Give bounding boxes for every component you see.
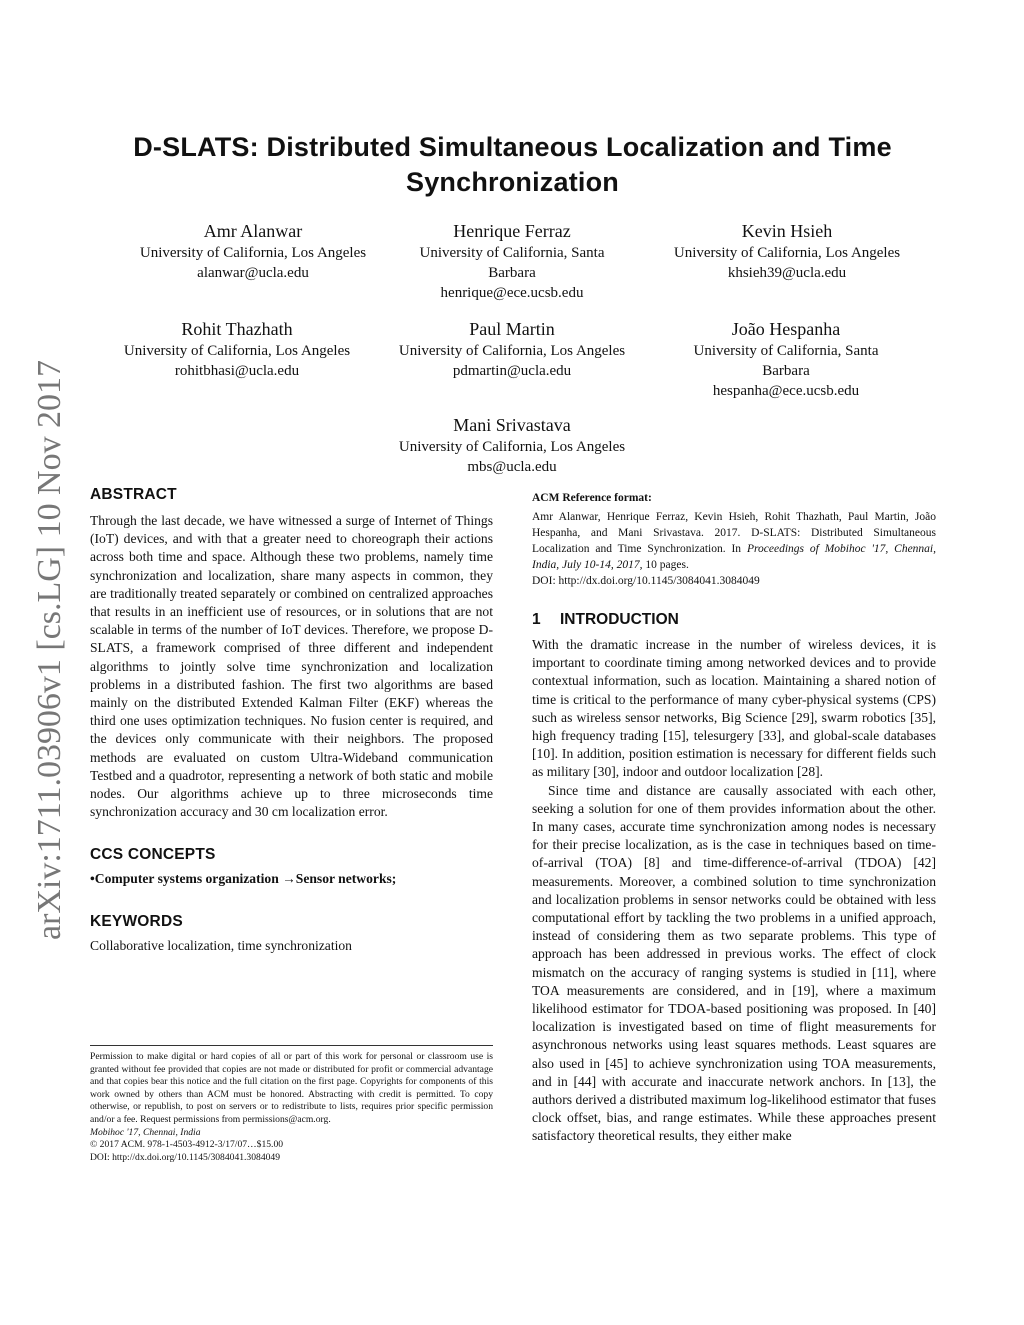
author-email: alanwar@ucla.edu <box>197 265 309 281</box>
author-block <box>118 220 388 283</box>
paper-title <box>90 130 935 200</box>
author-block <box>652 220 922 283</box>
acm-reference-heading: ACM Reference format: <box>532 492 652 504</box>
arxiv-id: arXiv:1711.03906v1 [cs.LG] 10 Nov 2017 <box>31 368 68 940</box>
author-email: hespanha@ece.ucsb.edu <box>712 383 860 399</box>
copyright-text: © 2017 ACM. 978-1-4503-4912-3/17/07…$15.00 <box>90 1139 284 1151</box>
author-email: henrique@ece.ucsb.edu <box>440 285 584 301</box>
keywords-text: Collaborative localization, time synchronization <box>90 938 352 954</box>
author-affiliation: University of California, Santa <box>419 245 605 261</box>
intro-paragraph-2: Since time and distance are causally associated with each other, seeking a solution for one of them provides information about the other. In many cases, accurate time synchronization among nodes is necessary for their precise localization, as is the case in techniques based on time-of-arrival (TOA) [8] and time-difference-of-arrival (TDOA) [42] measurements. Moreover, a combined solution to time synchronization and localization problems in sensor networks could be obtained with less computational effort by tackling the two problems in a unified approach, instead of considering them as two separate problems. This type of approach has been addressed in previous works. The effect of clock mismatch on the accuracy of ranging systems is studied in [11], where TOA measurements are considered, and in [19], where a maximum likelihood estimator for TDOA-based positioning was proposed. In [40] localization is investigated based on time of flight measurements for asynchronous networks using least squares methods. Least squares are also used in [45] to achieve synchronization using TOA measurements, and in [44] with accurate and inaccurate network anchors. In [13], the authors derived a distributed maximum log-likelihood estimator that fuses clock offset, bias, and range estimates. While these approaches present satisfactory theoretical results, they either make <box>532 782 936 1144</box>
author-name: Paul Martin <box>469 319 555 339</box>
author-name: Henrique Ferraz <box>453 221 571 241</box>
acm-reference-proceedings: Proceedings of Mobihoc '17, Chennai, India, July 10-14, 2017, <box>532 543 936 571</box>
acm-reference-main: Amr Alanwar, Henrique Ferraz, Kevin Hsieh, Rohit Thazhath, Paul Martin, João Hespanha, and Mani Srivastava. 2017. D-SLATS: Distributed Simultaneous Localization and Time Synchronization. In <box>532 511 936 555</box>
left-column <box>90 486 493 956</box>
author-email: mbs@ucla.edu <box>467 459 557 475</box>
author-block <box>377 318 647 381</box>
ccs-heading: CCS CONCEPTS <box>90 846 216 864</box>
author-block <box>377 414 647 477</box>
intro-paragraph-1: With the dramatic increase in the number of wireless devices, it is important to coordinate timing among networked devices and to provide contextual information, such as location. Maintaining a shared notion of time is critical to the performance of many cyber-physical systems (CPS) such as wireless sensor networks, Big Science [29], swarm robotics [35], high frequency trading [15], telesurgery [33], and global-scale databases [10]. In addition, position estimation is necessary for different fields such as military [30], indoor and outdoor localization [28]. <box>532 637 936 780</box>
doi-text: DOI: http://dx.doi.org/10.1145/3084041.3084049 <box>90 1151 281 1163</box>
author-email: rohitbhasi@ucla.edu <box>174 363 300 379</box>
author-block <box>377 220 647 303</box>
author-affiliation-cont: Barbara <box>488 265 536 281</box>
acm-reference-doi: DOI: http://dx.doi.org/10.1145/3084041.3084049 <box>532 575 760 587</box>
author-name: Mani Srivastava <box>453 415 571 435</box>
abstract-text: Through the last decade, we have witnessed a surge of Internet of Things (IoT) devices, and with that a greater need to choreograph their actions across both time and space. Although these two problems, namely time synchronization and localization, share many aspects in common, they are traditionally treated separately or combined on centralized approaches that results in an inefficient use of resources, or in solutions that are not scalable in terms of the number of IoT devices. Therefore, we propose D-SLATS, a framework comprised of three different and independent algorithms to jointly solve time synchronization and localization problems in a distributed fashion. The first two algorithms are based mainly on the distributed Extended Kalman Filter (EKF) whereas the third one uses optimization techniques. No fusion center is required, and the devices only communicate with their neighbors. The proposed methods are evaluated on custom Ultra-Wideband communication Testbed and a quadrotor, representing a network of both static and mobile nodes. Our algorithms achieve up to three microseconds time synchronization accuracy and 30 cm localization error. <box>90 513 493 820</box>
section-number: 1 <box>532 611 541 628</box>
acm-reference-pages: 10 pages. <box>642 559 689 571</box>
author-affiliation: University of California, Los Angeles <box>673 245 901 261</box>
footnote-divider <box>90 1045 493 1046</box>
author-block <box>102 318 372 381</box>
author-email: khsieh39@ucla.edu <box>727 265 847 281</box>
introduction-heading <box>532 611 936 629</box>
venue-text: Mobihoc '17, Chennai, India <box>90 1126 201 1138</box>
author-affiliation: University of California, Santa <box>693 343 879 359</box>
permission-footnote <box>90 1045 493 1164</box>
author-affiliation-cont: Barbara <box>762 363 810 379</box>
title-line-2: Synchronization <box>405 167 619 197</box>
author-affiliation: University of California, Los Angeles <box>139 245 367 261</box>
permission-text: Permission to make digital or hard copies of all or part of this work for personal or classroom use is granted without fee provided that copies are not made or distributed for profit or commercial advantage and that copies bear this notice and the full citation on the first page. Copyrights for components of this work owned by others than ACM must be honored. Abstracting with credit is permitted. To copy otherwise, or republish, to post on servers or to redistribute to lists, requires prior specific permission and/or a fee. Request permissions from permissions@acm.org. <box>90 1051 493 1125</box>
author-name: João Hespanha <box>731 319 841 339</box>
author-affiliation: University of California, Los Angeles <box>398 343 626 359</box>
author-affiliation: University of California, Los Angeles <box>123 343 351 359</box>
author-email: pdmartin@ucla.edu <box>452 363 572 379</box>
title-line-1: D-SLATS: Distributed Simultaneous Localization and Time <box>133 132 892 162</box>
section-title: INTRODUCTION <box>560 611 679 628</box>
right-column <box>532 491 936 1146</box>
author-block <box>651 318 921 401</box>
ccs-concept: •Computer systems organization →Sensor networks; <box>90 871 397 887</box>
acm-reference-text <box>532 509 936 573</box>
author-name: Kevin Hsieh <box>741 221 833 241</box>
author-name: Rohit Thazhath <box>181 319 293 339</box>
abstract-heading: ABSTRACT <box>90 486 177 503</box>
arxiv-stamp <box>10 160 70 960</box>
author-name: Amr Alanwar <box>203 221 303 241</box>
keywords-heading: KEYWORDS <box>90 913 183 931</box>
author-affiliation: University of California, Los Angeles <box>398 439 626 455</box>
